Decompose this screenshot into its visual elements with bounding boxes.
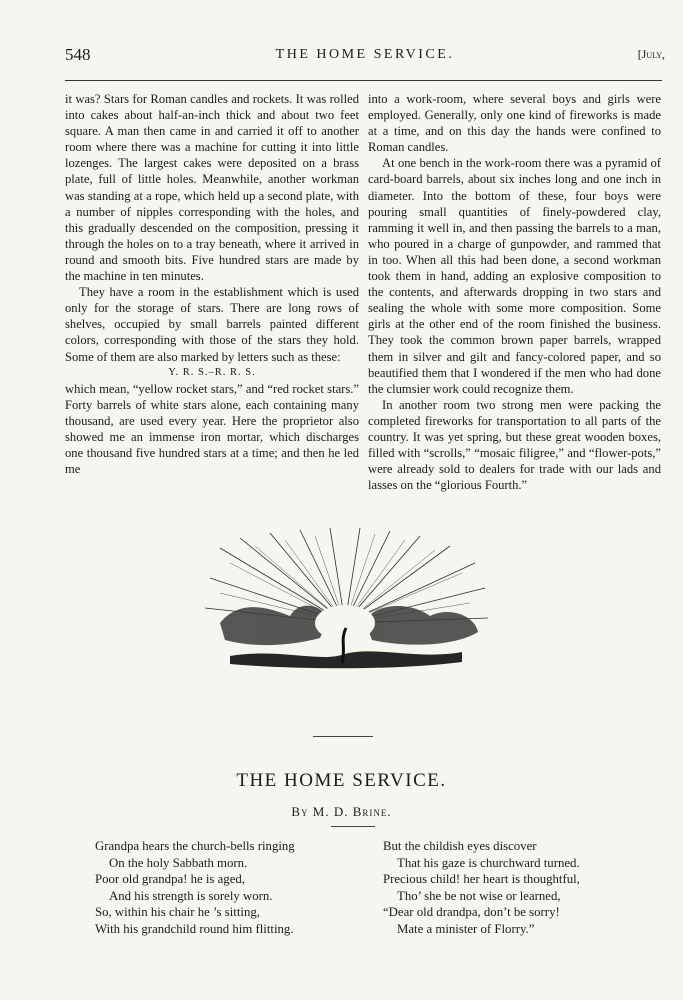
poem-line: Poor old grandpa! he is aged, <box>95 872 245 887</box>
poem-line: With his grandchild round him flitting. <box>95 921 294 936</box>
poem-line: Grandpa hears the church-bells ringing <box>95 839 295 853</box>
poem-line: Tho’ she be not wise or learned, <box>397 888 561 903</box>
page-number: 548 <box>65 45 91 64</box>
poem-stanza-right <box>383 838 580 938</box>
poem-line: “Dear old drandpa, don’t be sorry! <box>383 905 560 920</box>
paragraph: it was? Stars for Roman candles and rockets. It was rolled into cakes about half-an-inch thick and about two feet square. A man then came in and carried it off to another room where there was a machine for cutting it into little lozenges. The largest cakes were deposited on a brass plate, full of little holes. Meanwhile, another workman was standing at a rope, which held up a second plate, with a number of nipples corresponding with the holes, and this gradually descended on the composition, pressing it through the holes on to a tray beneath, where it arrived in round and smooth bits. Five hundred stars are made by the machine in ten minutes. <box>65 92 359 284</box>
paragraph: They have a room in the establishment which is used only for the storage of stars. There are long rows of shelves, occupied by small barrels painted different colors, corresponding with those of the stars they hold. Some of them are also marked by letters such as these: <box>65 285 359 364</box>
right-column <box>368 91 661 493</box>
running-title: THE HOME SERVICE. <box>275 47 455 62</box>
fireworks-explosion-illustration <box>200 528 490 680</box>
ground <box>230 651 462 668</box>
poem-stanza-left <box>95 838 295 938</box>
poem-line: On the holy Sabbath morn. <box>109 855 248 870</box>
byline-rule <box>331 826 375 827</box>
header-rule <box>65 80 662 81</box>
section-divider <box>313 736 373 737</box>
poem-line: Mate a minister of Florry.” <box>397 921 535 936</box>
poem-line: Precious child! her heart is thoughtful, <box>383 872 580 887</box>
barrel-marks: Y. R. S.–R. R. S. <box>168 366 256 378</box>
header-month: [July, <box>637 47 665 61</box>
poem-line: And his strength is sorely worn. <box>109 888 273 903</box>
paragraph: which mean, “yellow rocket stars,” and “red rocket stars.” Forty barrels of white stars alone, each containing many thousand, are used every year. Here the proprietor also showed me an immense iron mortar, which discharges one thousand five hundred stars at a time; and then he led me <box>65 381 359 477</box>
paragraph: into a work-room, where several boys and girls were employed. Generally, only one kind of fireworks is made at a time, and on this day the hands were confined to Roman candles. <box>368 92 661 155</box>
paragraph: At one bench in the work-room there was a pyramid of card-board barrels, about six inches long and one inch in diameter. Into the bottom of these, four boys were pouring small quantities of finely-powdered clay, ramming it well in, and then passing the barrels to a man, who poured in a charge of gunpowder, and rammed that in too. When all this had been done, a second workman took them in hand, adding an explosive composition to the contents, and afterwards dropping in two stars and sealing the whole with some more composition. Some girls at the other end of the room finished the business. They took the common brown paper barrels, wrapped them in silver and gilt and fancy-colored paper, and so beautified them that I wondered if the men who had done the clumsier work could recognize them. <box>368 156 661 396</box>
poem-line: So, within his chair he ’s sitting, <box>95 905 260 920</box>
poem-byline: By M. D. Brine. <box>291 804 392 819</box>
page-header <box>65 45 665 69</box>
poem-line: But the childish eyes discover <box>383 839 537 853</box>
paragraph: In another room two strong men were packing the completed fireworks for transportation to all parts of the country. It was yet spring, but these great wooden boxes, filled with “scrolls,” “mosaic filigree,” and “flower-pots,” were already sold to dealers for trade with our lads and lasses on the “glorious Fourth.” <box>368 397 661 493</box>
poem-line: That his gaze is churchward turned. <box>397 855 580 870</box>
left-column <box>65 91 359 477</box>
poem-title: THE HOME SERVICE. <box>236 770 447 791</box>
